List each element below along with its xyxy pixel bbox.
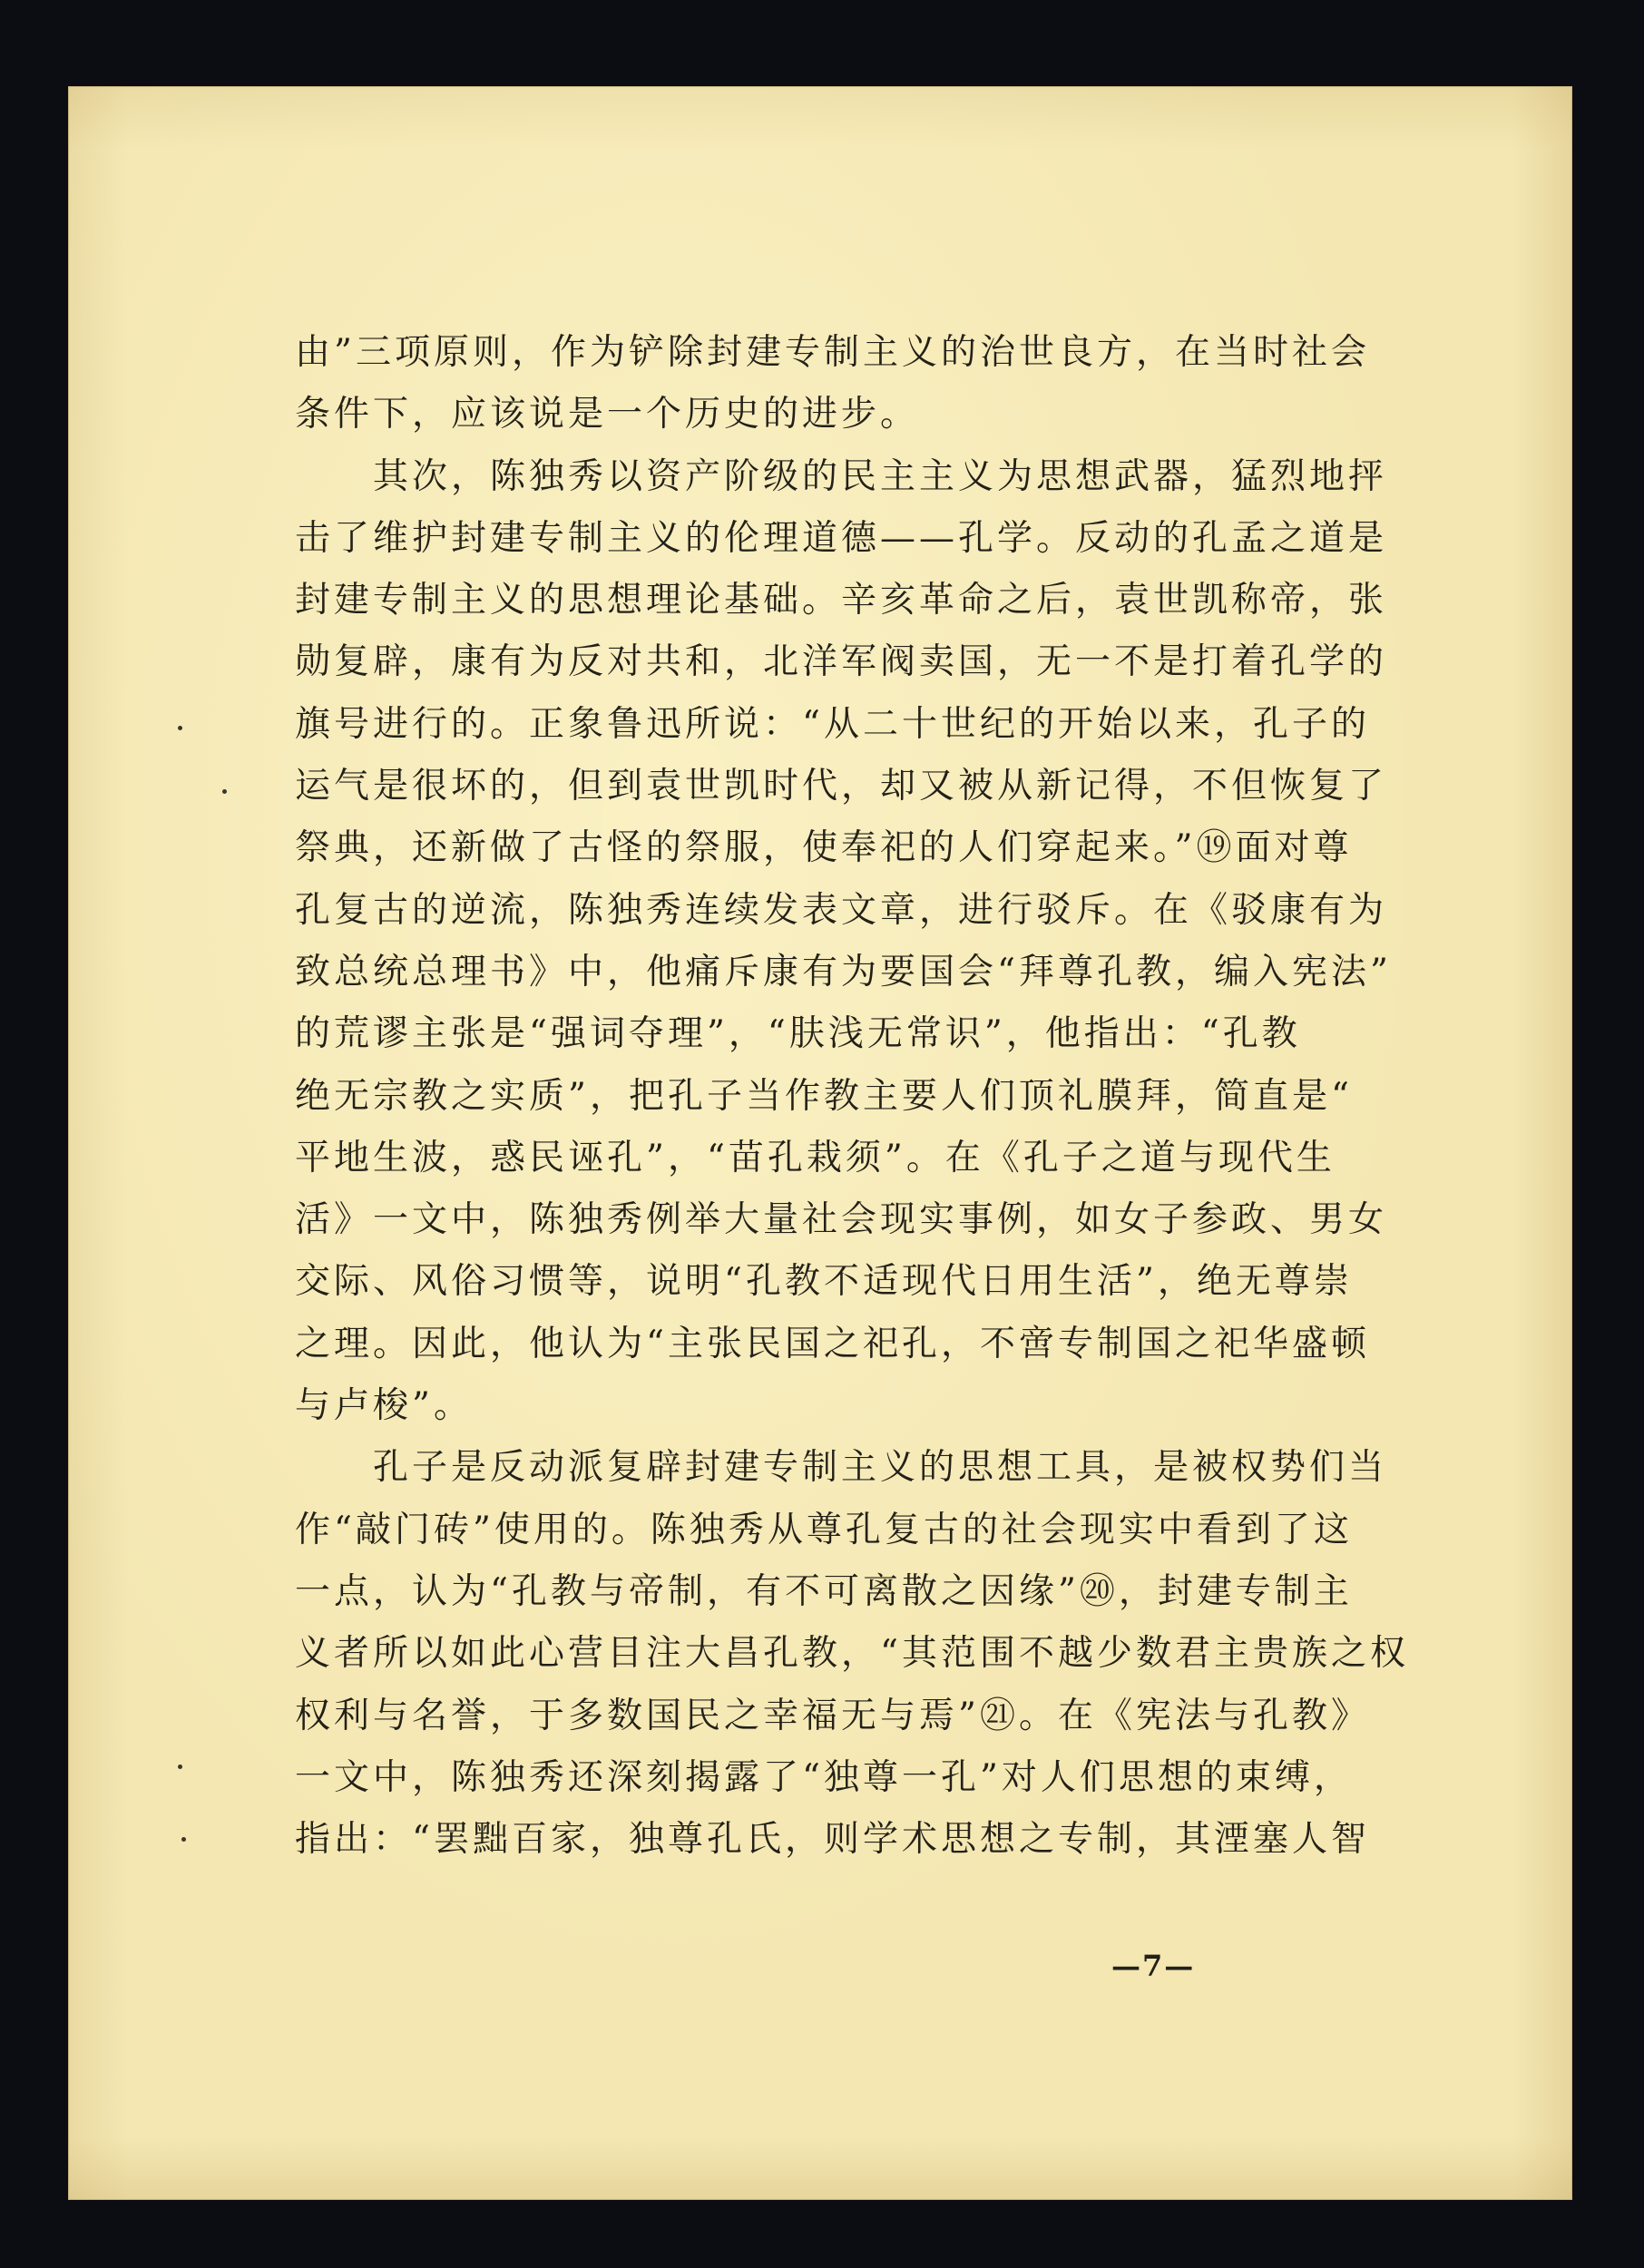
- text-line: 活》一文中，陈独秀例举大量社会现实事例，如女子参政、男女: [295, 1199, 1388, 1241]
- text-line: 封建专制主义的思想理论基础。辛亥革命之后，袁世凯称帝，张: [295, 580, 1388, 621]
- text-line: 祭典，还新做了古怪的祭服，使奉祀的人们穿起来。”⑲面对尊: [295, 827, 1353, 869]
- ink-speck: [178, 726, 182, 730]
- text-line: 作“敲门砖”使用的。陈独秀从尊孔复古的社会现实中看到了这: [295, 1509, 1353, 1550]
- text-line: 义者所以如此心营目注大昌孔教，“其范围不越少数君主贵族之权: [295, 1633, 1409, 1675]
- text-line: 一点，认为“孔教与帝制，有不可离散之因缘”⑳，封建专制主: [295, 1570, 1353, 1612]
- text-line: 的荒谬主张是“强词夺理”，“肤浅无常识”，他指出：“孔教: [295, 1013, 1301, 1055]
- text-line: 与卢梭”。: [295, 1385, 473, 1427]
- text-line: 击了维护封建专制主义的伦理道德——孔学。反动的孔孟之道是: [295, 517, 1388, 559]
- text-line: 平地生波，惑民诬孔”，“苗孔栽须”。在《孔子之道与现代生: [295, 1137, 1336, 1178]
- ink-speck: [222, 789, 227, 794]
- text-line: 之理。因此，他认为“主张民国之祀孔，不啻专制国之祀华盛顿: [295, 1323, 1370, 1364]
- text-line: 孔子是反动派复辟封建专制主义的思想工具，是被权势们当: [295, 1447, 1388, 1489]
- text-line: 勋复辟，康有为反对共和，北洋军阀卖国，无一不是打着孔学的: [295, 641, 1388, 683]
- text-line: 一文中，陈独秀还深刻揭露了“独尊一孔”对人们思想的束缚，: [295, 1756, 1353, 1798]
- text-line: 旗号进行的。正象鲁迅所说：“从二十世纪的开始以来，孔子的: [295, 703, 1370, 745]
- page-number: —7—: [1111, 1949, 1196, 1983]
- text-line: 致总统总理书》中，他痛斥康有为要国会“拜尊孔教，编入宪法”: [295, 951, 1392, 992]
- text-line: 指出：“罢黜百家，独尊孔氏，则学术思想之专制，其湮塞人智: [295, 1819, 1370, 1861]
- text-line: 交际、风俗习惯等，说明“孔教不适现代日用生活”，绝无尊崇: [295, 1261, 1353, 1303]
- text-line: 权利与名誉，于多数国民之幸福无与焉”㉑。在《宪法与孔教》: [295, 1695, 1370, 1736]
- text-line: 条件下，应该说是一个历史的进步。: [295, 394, 920, 435]
- text-line: 绝无宗教之实质”，把孔子当作教主要人们顶礼膜拜，简直是“: [295, 1075, 1353, 1117]
- text-line: 由”三项原则，作为铲除封建专制主义的治世良方，在当时社会: [295, 332, 1370, 373]
- body-text: [295, 322, 1409, 1871]
- text-line: 孔复古的逆流，陈独秀连续发表文章，进行驳斥。在《驳康有为: [295, 889, 1388, 931]
- text-line: 其次，陈独秀以资产阶级的民主主义为思想武器，猛烈地抨: [295, 455, 1388, 497]
- text-line: 运气是很坏的，但到袁世凯时代，却又被从新记得，不但恢复了: [295, 766, 1388, 807]
- ink-speck: [181, 1837, 186, 1842]
- ink-speck: [178, 1765, 182, 1769]
